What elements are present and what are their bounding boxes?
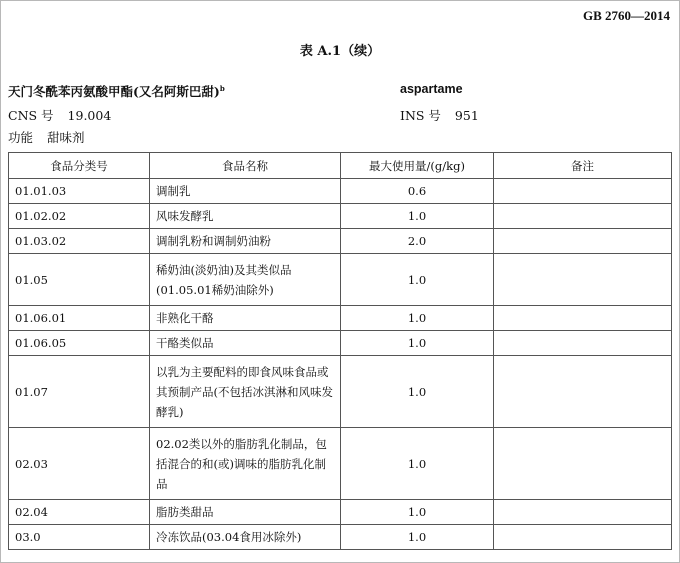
table-row — [9, 356, 672, 428]
cell-code: 01.07 — [9, 356, 150, 428]
cell-note — [494, 306, 672, 331]
ins-value: 951 — [454, 108, 479, 123]
ins-code — [400, 106, 479, 124]
table-row — [9, 204, 672, 229]
cell-name: 调制乳粉和调制奶油粉 — [150, 229, 341, 254]
cell-code: 03.0 — [9, 525, 150, 550]
table-row — [9, 306, 672, 331]
col-header-code: 食品分类号 — [9, 153, 150, 179]
additive-name-en: aspartame — [400, 82, 463, 96]
cell-max: 1.0 — [341, 254, 494, 306]
table-row — [9, 331, 672, 356]
cell-code: 01.05 — [9, 254, 150, 306]
additive-name-cn — [8, 82, 225, 100]
cell-note — [494, 204, 672, 229]
cell-max: 1.0 — [341, 306, 494, 331]
cell-code: 01.06.01 — [9, 306, 150, 331]
cell-max: 1.0 — [341, 428, 494, 500]
cell-code: 01.02.02 — [9, 204, 150, 229]
cell-name: 风味发酵乳 — [150, 204, 341, 229]
table-row — [9, 229, 672, 254]
cell-note — [494, 254, 672, 306]
cell-name: 稀奶油(淡奶油)及其类似品(01.05.01稀奶油除外) — [150, 254, 341, 306]
table-title: 表 A.1（续） — [299, 44, 381, 59]
table-row — [9, 179, 672, 204]
cell-max: 1.0 — [341, 356, 494, 428]
function-label: 功能 — [8, 130, 34, 145]
function-value: 甜味剂 — [47, 130, 85, 145]
cell-max: 1.0 — [341, 525, 494, 550]
cell-max: 2.0 — [341, 229, 494, 254]
cell-note — [494, 525, 672, 550]
cell-max: 1.0 — [341, 500, 494, 525]
cell-note — [494, 500, 672, 525]
col-header-max: 最大使用量/(g/kg) — [341, 153, 494, 179]
col-header-note: 备注 — [494, 153, 672, 179]
cell-max: 0.6 — [341, 179, 494, 204]
cell-name: 干酪类似品 — [150, 331, 341, 356]
cell-max: 1.0 — [341, 331, 494, 356]
function-row — [8, 128, 85, 146]
table-row — [9, 500, 672, 525]
standard-number: GB 2760—2014 — [582, 8, 670, 23]
additive-name-cn-text: 天门冬酰苯丙氨酸甲酯(又名阿斯巴甜) — [8, 84, 220, 99]
col-header-name: 食品名称 — [150, 153, 341, 179]
ins-label: INS 号 — [400, 108, 441, 123]
cell-code: 01.01.03 — [9, 179, 150, 204]
usage-table — [8, 152, 672, 550]
footnote-marker: b — [219, 83, 225, 93]
table-row — [9, 254, 672, 306]
cell-name: 02.02类以外的脂肪乳化制品，包括混合的和(或)调味的脂肪乳化制品 — [150, 428, 341, 500]
table-row — [9, 428, 672, 500]
cell-code: 01.03.02 — [9, 229, 150, 254]
additive-title-row — [8, 82, 668, 100]
cell-note — [494, 331, 672, 356]
cell-name: 冷冻饮品(03.04食用冰除外) — [150, 525, 341, 550]
cell-note — [494, 428, 672, 500]
table-row — [9, 525, 672, 550]
cell-code: 02.03 — [9, 428, 150, 500]
cell-code: 02.04 — [9, 500, 150, 525]
cns-code — [8, 106, 111, 124]
cell-name: 脂肪类甜品 — [150, 500, 341, 525]
cell-name: 以乳为主要配料的即食风味食品或其预制产品(不包括冰淇淋和风味发酵乳) — [150, 356, 341, 428]
cell-max: 1.0 — [341, 204, 494, 229]
cell-name: 调制乳 — [150, 179, 341, 204]
cell-note — [494, 229, 672, 254]
cns-label: CNS 号 — [8, 108, 54, 123]
cns-value: 19.004 — [67, 108, 112, 123]
cell-note — [494, 179, 672, 204]
cell-name: 非熟化干酪 — [150, 306, 341, 331]
cell-code: 01.06.05 — [9, 331, 150, 356]
cell-note — [494, 356, 672, 428]
table-header-row — [9, 153, 672, 179]
